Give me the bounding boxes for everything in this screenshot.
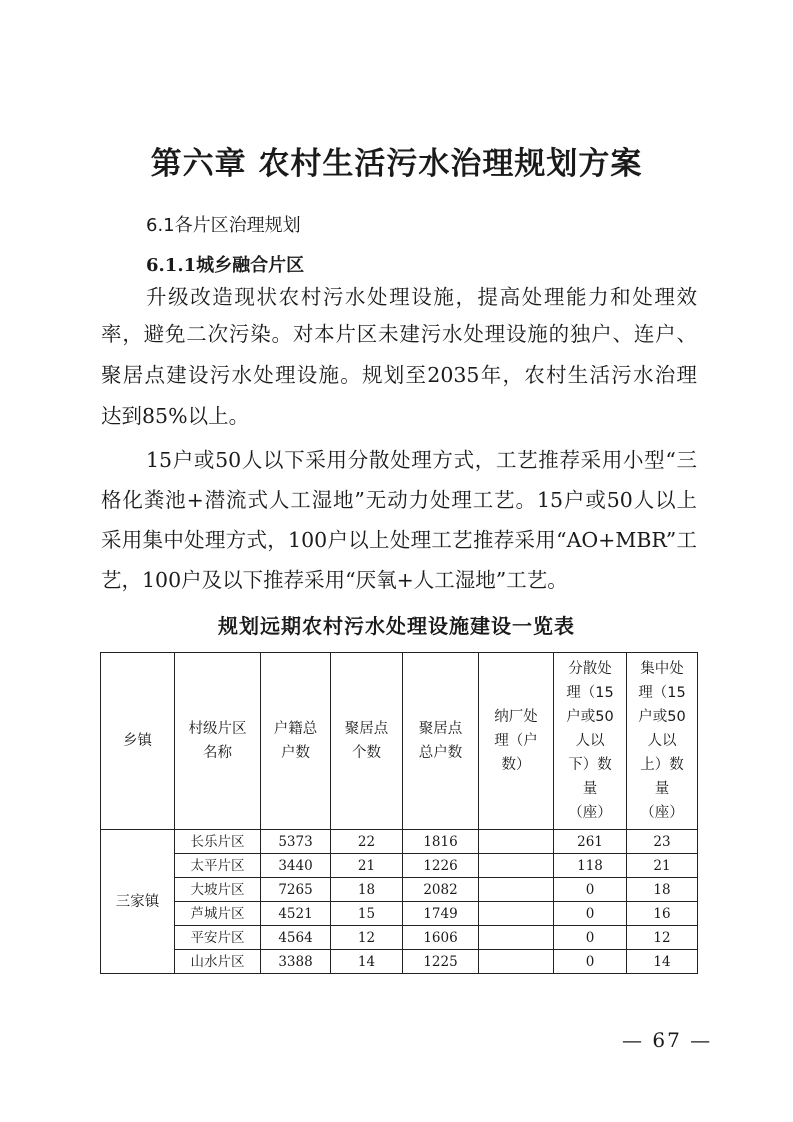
township-cell: 三家镇 — [101, 830, 175, 974]
settlements-cell: 22 — [331, 830, 403, 854]
header-cell-text: 理（15 — [638, 685, 686, 701]
header-cell-text: 户或50 — [638, 709, 686, 725]
section-heading: 6.1各片区治理规划 — [146, 215, 301, 236]
header-cell-text: 下）数 — [568, 757, 612, 773]
header-settlement-households — [403, 653, 479, 830]
header-cell-text: 名称 — [203, 745, 232, 761]
header-centralized — [627, 653, 698, 830]
header-cell-text: 聚居点 — [344, 721, 389, 737]
village-area-cell: 芦城片区 — [175, 902, 261, 926]
table-row — [101, 878, 698, 902]
paragraph-2-line: 格化粪池+潜流式人工湿地”无动力处理工艺。15户或50人以上 — [101, 488, 697, 512]
table-row — [101, 854, 698, 878]
settlement-households-cell: 2082 — [403, 878, 479, 902]
centralized-cell: 21 — [627, 854, 698, 878]
header-cell-text: 户或50 — [566, 709, 614, 725]
village-area-cell: 山水片区 — [175, 950, 261, 974]
households-cell: 3388 — [261, 950, 331, 974]
settlements-cell: 21 — [331, 854, 403, 878]
paragraph-2-line: 采用集中处理方式，100户以上处理工艺推荐采用“AO+MBR”工 — [101, 528, 697, 552]
table-title: 规划远期农村污水处理设施建设一览表 — [218, 614, 575, 638]
chapter-title: 第六章 农村生活污水治理规划方案 — [150, 146, 643, 182]
settlements-cell: 15 — [331, 902, 403, 926]
table-row — [101, 926, 698, 950]
decentralized-cell: 0 — [554, 902, 627, 926]
header-cell-text: 集中处 — [640, 661, 684, 677]
header-cell-text: 户数 — [281, 745, 310, 761]
table-header-row — [101, 653, 698, 830]
header-decentralized — [554, 653, 627, 830]
header-village-area — [175, 653, 261, 830]
header-cell-text: 人以 — [647, 733, 677, 749]
plant-treatment-cell — [479, 878, 554, 902]
plant-treatment-cell — [479, 854, 554, 878]
centralized-cell: 14 — [627, 950, 698, 974]
subsection-heading: 6.1.1城乡融合片区 — [146, 255, 305, 276]
paragraph-1-line: 达到85%以上。 — [101, 404, 250, 428]
header-cell-text: 聚居点 — [418, 721, 463, 737]
header-cell-text: 户籍总 — [273, 721, 318, 737]
header-registered-households — [261, 653, 331, 830]
households-cell: 7265 — [261, 878, 331, 902]
header-cell-text: （座） — [568, 805, 612, 821]
plant-treatment-cell — [479, 902, 554, 926]
header-cell-text: 人以 — [575, 733, 605, 749]
page-number: — 67 — — [622, 1028, 713, 1052]
facilities-table — [100, 652, 698, 974]
decentralized-cell: 0 — [554, 926, 627, 950]
header-cell-text: 数） — [501, 757, 531, 773]
header-plant-treatment — [479, 653, 554, 830]
settlements-cell: 12 — [331, 926, 403, 950]
village-area-cell: 大坡片区 — [175, 878, 261, 902]
paragraph-2-line: 15户或50人以下采用分散处理方式，工艺推荐采用小型“三 — [146, 448, 697, 472]
header-cell-text: 分散处 — [568, 661, 612, 677]
village-area-cell: 太平片区 — [175, 854, 261, 878]
decentralized-cell: 0 — [554, 878, 627, 902]
header-cell-text: 量 — [654, 781, 670, 797]
settlement-households-cell: 1749 — [403, 902, 479, 926]
centralized-cell: 16 — [627, 902, 698, 926]
village-area-cell: 平安片区 — [175, 926, 261, 950]
paragraph-1-line: 升级改造现状农村污水处理设施，提高处理能力和处理效 — [146, 285, 697, 309]
paragraph-2-line: 艺，100户及以下推荐采用“厌氧+人工湿地”工艺。 — [101, 568, 568, 592]
header-cell-text: 村级片区 — [188, 721, 247, 737]
centralized-cell: 23 — [627, 830, 698, 854]
paragraph-1-line: 聚居点建设污水处理设施。规划至2035年，农村生活污水治理 — [101, 363, 697, 387]
settlement-households-cell: 1225 — [403, 950, 479, 974]
header-cell-text: 上）数 — [640, 757, 684, 773]
plant-treatment-cell — [479, 830, 554, 854]
header-cell-text: 纳厂处 — [494, 709, 538, 725]
header-township — [101, 653, 175, 830]
village-area-cell: 长乐片区 — [175, 830, 261, 854]
centralized-cell: 12 — [627, 926, 698, 950]
settlements-cell: 18 — [331, 878, 403, 902]
plant-treatment-cell — [479, 926, 554, 950]
table-row — [101, 830, 698, 854]
header-cell-text: 总户数 — [418, 745, 463, 761]
centralized-cell: 18 — [627, 878, 698, 902]
header-settlement-count — [331, 653, 403, 830]
households-cell: 4564 — [261, 926, 331, 950]
header-cell-text: 理（15 — [566, 685, 614, 701]
settlement-households-cell: 1816 — [403, 830, 479, 854]
header-cell-text: 乡镇 — [123, 733, 152, 749]
households-cell: 3440 — [261, 854, 331, 878]
settlement-households-cell: 1226 — [403, 854, 479, 878]
table-row — [101, 902, 698, 926]
decentralized-cell: 261 — [554, 830, 627, 854]
households-cell: 5373 — [261, 830, 331, 854]
households-cell: 4521 — [261, 902, 331, 926]
plant-treatment-cell — [479, 950, 554, 974]
paragraph-1-line: 率，避免二次污染。对本片区未建污水处理设施的独户、连户、 — [101, 322, 697, 346]
table-row — [101, 950, 698, 974]
decentralized-cell: 118 — [554, 854, 627, 878]
header-cell-text: 个数 — [352, 745, 381, 761]
header-cell-text: 量 — [582, 781, 598, 797]
settlement-households-cell: 1606 — [403, 926, 479, 950]
header-cell-text: 理（户 — [494, 733, 538, 749]
settlements-cell: 14 — [331, 950, 403, 974]
decentralized-cell: 0 — [554, 950, 627, 974]
header-cell-text: （座） — [640, 805, 684, 821]
